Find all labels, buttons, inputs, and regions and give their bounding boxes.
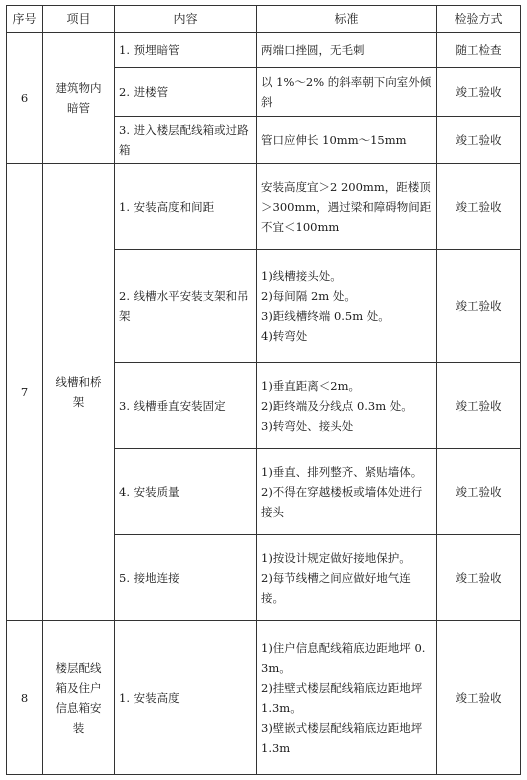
group-no: 7 (7, 164, 43, 621)
table-row (7, 164, 521, 250)
header-method: 检验方式 (437, 6, 521, 33)
row-method: 竣工验收 (437, 362, 521, 448)
row-content: 3. 线槽垂直安装固定 (115, 362, 257, 448)
row-content: 2. 进楼管 (115, 67, 257, 116)
row-standard: 1)垂直、排列整齐、紧贴墙体。 2)不得在穿越楼板或墙体处进行接头 (257, 449, 437, 535)
table-row (7, 621, 521, 775)
row-standard: 1)线槽接头处。 2)每间隔 2m 处。 3)距线槽终端 0.5m 处。 4)转弯处 (257, 250, 437, 363)
row-content: 1. 预埋暗管 (115, 33, 257, 68)
row-standard: 两端口挫圆，无毛刺 (257, 33, 437, 68)
row-method: 竣工验收 (437, 117, 521, 164)
row-content: 3. 进入楼层配线箱或过路箱 (115, 117, 257, 164)
header-item: 项目 (43, 6, 115, 33)
inspection-table (6, 5, 521, 775)
row-method: 竣工验收 (437, 621, 521, 775)
row-content: 4. 安装质量 (115, 449, 257, 535)
header-content: 内容 (115, 6, 257, 33)
header-standard: 标准 (257, 6, 437, 33)
row-method: 竣工验收 (437, 449, 521, 535)
row-method: 随工检查 (437, 33, 521, 68)
row-standard: 管口应伸长 10mm～15mm (257, 117, 437, 164)
row-standard: 1)按设计规定做好接地保护。 2)每节线槽之间应做好地气连接。 (257, 535, 437, 621)
row-method: 竣工验收 (437, 67, 521, 116)
header-row (7, 6, 521, 33)
group-no: 8 (7, 621, 43, 775)
header-no: 序号 (7, 6, 43, 33)
row-standard: 安装高度宜＞2 200mm，距楼顶＞300mm，遇过梁和障碍物间距不宜＜100mm (257, 164, 437, 250)
row-method: 竣工验收 (437, 535, 521, 621)
group-item: 线槽和桥架 (43, 164, 115, 621)
row-standard: 以 1%～2% 的斜率朝下向室外倾斜 (257, 67, 437, 116)
group-no: 6 (7, 33, 43, 164)
row-content: 1. 安装高度 (115, 621, 257, 775)
row-content: 2. 线槽水平安装支架和吊架 (115, 250, 257, 363)
group-item: 楼层配线箱及住户信息箱安装 (43, 621, 115, 775)
row-standard: 1)住户信息配线箱底边距地坪 0.3m。 2)挂壁式楼层配线箱底边距地坪 1.3m。 3)壁嵌式楼层配线箱底边距地坪 1.3m (257, 621, 437, 775)
table-row (7, 33, 521, 68)
row-content: 5. 接地连接 (115, 535, 257, 621)
row-method: 竣工验收 (437, 250, 521, 363)
row-content: 1. 安装高度和间距 (115, 164, 257, 250)
row-standard: 1)垂直距离＜2m。 2)距终端及分线点 0.3m 处。 3)转弯处、接头处 (257, 362, 437, 448)
row-method: 竣工验收 (437, 164, 521, 250)
group-item: 建筑物内暗管 (43, 33, 115, 164)
